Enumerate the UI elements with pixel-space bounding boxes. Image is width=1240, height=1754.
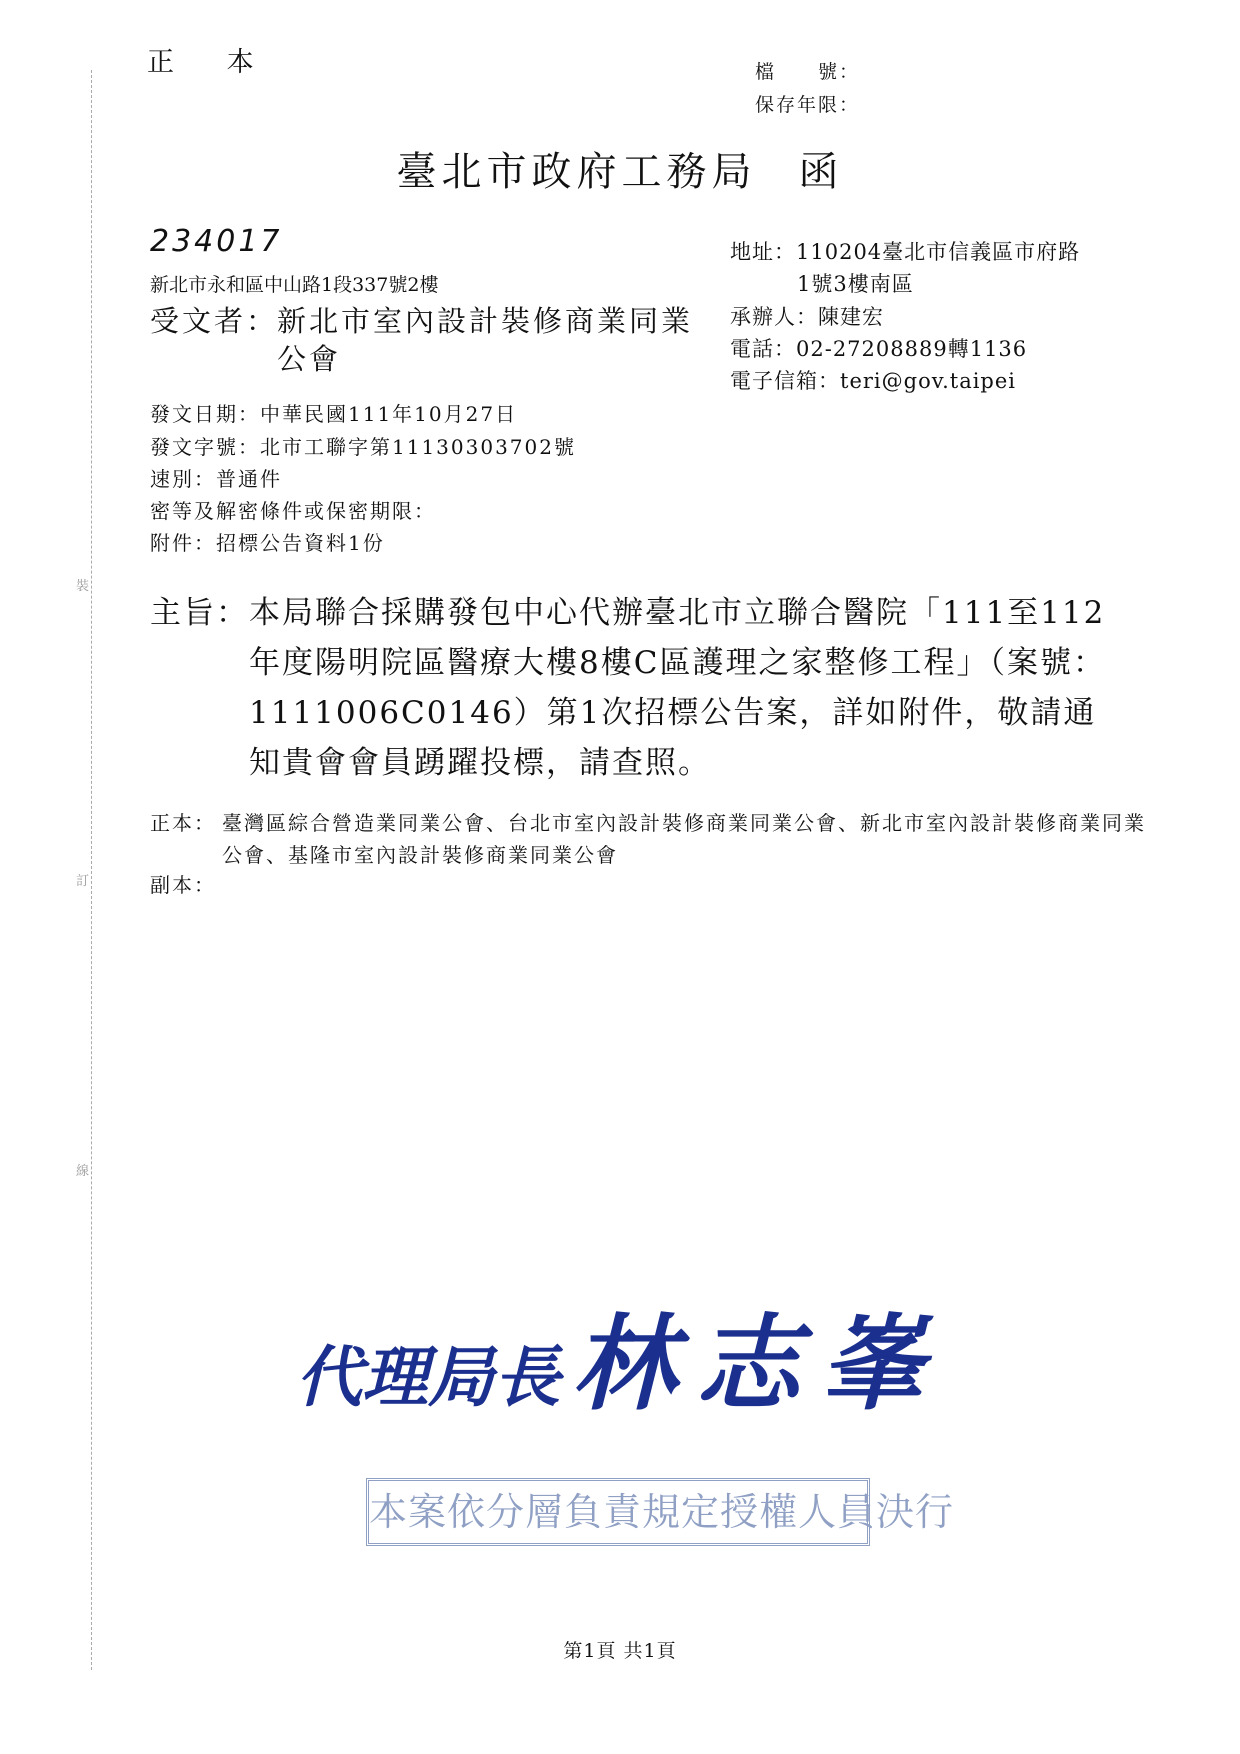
- subject-text: 本局聯合採購發包中心代辦臺北市立聯合醫院「111至112年度陽明院區醫療大樓8樓C區護理之家整修工程」（案號：1111006C0146）第1次招標公告案，詳如附件，敬請通知貴會會員踴躍投標，請查照。: [249, 595, 1106, 781]
- attachment: 附件：招標公告資料1份: [150, 531, 385, 555]
- postal-code: 234017: [150, 224, 283, 259]
- sender-phone: 電話：02-27208889轉1136: [730, 337, 1028, 361]
- binding-line: [91, 70, 92, 1670]
- sender-email: 電子信箱：teri@gov.taipei: [730, 369, 1017, 393]
- delivery-speed: 速別：普通件: [150, 467, 282, 491]
- signature: [0, 1280, 1240, 1430]
- authorization-stamp: 本案依分層負責規定授權人員決行: [366, 1478, 870, 1546]
- page-number: 第1頁 共1頁: [563, 1640, 677, 1662]
- recipient-address: 新北市永和區中山路1段337號2樓: [150, 274, 439, 296]
- sender-contact: 承辦人：陳建宏: [730, 305, 884, 329]
- recipient-name: 新北市室內設計裝修商業同業公會: [277, 304, 694, 376]
- document-title: [0, 140, 1240, 197]
- subject-label: 主旨：: [150, 595, 249, 631]
- binding-mark-zhuang: 裝: [76, 579, 90, 594]
- document-number: 發文字號：北市工聯字第11130303702號: [150, 435, 576, 459]
- agency-name: 臺北市政府工務局: [396, 149, 757, 195]
- file-number-label: 檔 號：: [755, 61, 861, 83]
- security-level: 密等及解密條件或保密期限：: [150, 499, 436, 523]
- issue-date: 發文日期：中華民國111年10月27日: [150, 402, 518, 426]
- copy-label: 副本：: [150, 873, 216, 897]
- sender-address-line1: 地址：110204臺北市信義區市府路: [730, 240, 1081, 264]
- original-recipients: 臺灣區綜合營造業同業公會、台北市室內設計裝修商業同業公會、新北市室內設計裝修商業同業公會、基隆市室內設計裝修商業同業公會: [222, 811, 1146, 867]
- recipient-label: 受文者：: [150, 304, 279, 338]
- binding-mark-xian: 線: [76, 1164, 90, 1179]
- binding-mark-ding: 訂: [76, 874, 90, 889]
- signature-name: 林志峯: [571, 1303, 944, 1425]
- retention-label: 保存年限：: [755, 94, 861, 116]
- signature-rank: 代理局長: [295, 1339, 560, 1416]
- copy-type: 正 本: [147, 47, 276, 78]
- sender-address-line2: 1號3樓南區: [797, 272, 914, 296]
- original-label: 正本：: [150, 811, 216, 835]
- doc-type: 函: [798, 149, 844, 195]
